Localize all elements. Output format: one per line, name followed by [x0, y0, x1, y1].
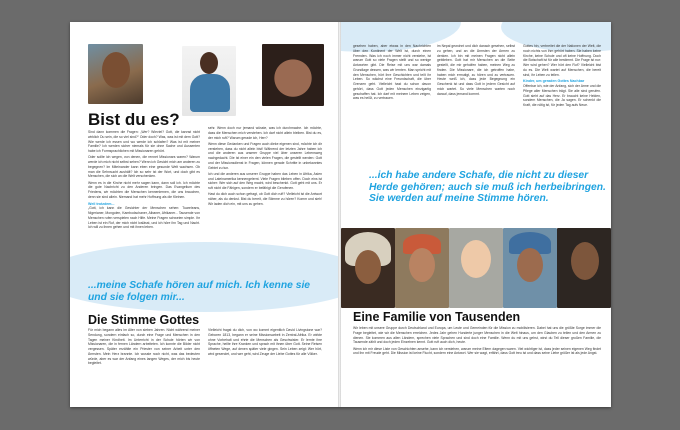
- pull-quote-right: ...ich habe andere Schafe, die nicht zu dieser Herde gehören; auch sie muß ich herbeibringen. Sie werden auf meine Stimme hören.: [369, 170, 606, 205]
- girl-face: [517, 248, 543, 282]
- child-face: [102, 52, 130, 88]
- portrait-old-woman: [341, 228, 395, 308]
- portrait-man: [557, 228, 611, 308]
- intro-paragraph-3: Wenn es in die Kirche nicht mehr sagen kann, dann soll ich. Ich möchte die gute Nachricht zu den Anderen bringen. Das Evangelium des Friedens, wir möchten die Menschen kennenlernen, die uns brauchen, denn sie sind allein. Niemand hat mehr Hoffnung als die Kleinen.: [88, 180, 200, 199]
- right-bottom-text: [353, 326, 601, 386]
- photo-smiling-child: [88, 44, 143, 104]
- portrait-strip: [341, 228, 611, 308]
- right-text-column-2: [437, 44, 515, 164]
- boy-face: [409, 248, 435, 282]
- bottom-col1-text: Für mich begann alles im Alter von sieben Jahren. Nicht während meiner Sendung, sondern einfach so, durch eine Frage und Menschen in den Tagen meiner Kindheit. Im Unterricht in der Schule hörten wir von Missionaren, die in fernen Ländern arbeiteten. Ich konnte die Bilder nicht vergessen. Später erzählte ein Priester von seiner Arbeit unter den Ärmsten. Mein Herz brannte. Ich wusste noch nicht, was das bedeuten würde, aber es war der Anfang eines langen Weges, der mich bis heute begleitet.: [88, 328, 200, 366]
- sitting-child-clothes: [190, 74, 230, 112]
- man-face: [571, 242, 599, 280]
- subheading-weil-trotzdem: Weil trotzdem...: [88, 201, 115, 206]
- subheading-kinder: Kinder, um geraden Gottes Nachbar: [523, 79, 585, 84]
- left-text-column-1: [88, 130, 200, 238]
- pale-child-face: [461, 240, 491, 278]
- right-text-column-1: [353, 44, 431, 164]
- col2-paragraph-4: Hast du dich auch schon gefragt, ob Gott dich ruft? Vielleicht ist die Antwort näher, als du denkst. Bist du bereit, die Stimme zu hören? Komm und sieh! Wir laden dich ein, mit uns zu gehen.: [208, 192, 322, 206]
- right-col3-text: Gottes hin, verbreitet die der Nationen der Welt, die noch nichts von ihm gehört haben. Sie haben keine Kirche, keine Schule und oft keine Hoffnung. Doch die Botschaft ist für alle bestimmt. Die Frage ist nur: Wer wird gehen? Wer hört den Ruf? Vielleicht bist du es. Die Welt wartet auf Menschen, die bereit sind, ihr Leben zu teilen.: [523, 44, 601, 77]
- page-title: Bist du es?: [88, 110, 180, 129]
- col2-paragraph-2: Wenn diese Gedanken und Fragen auch dieke eigenen sind, möchte ich dir verstehen, dass du nicht allein bist! Während der letzten Jahre haben ich und die anderen aus unserer Gruppe viel über unseren Lebensweg nachgedacht. Die ist einer ein den vielen Fragen, die gestellt werden: Gott und der Missionsdienst in Fragen, können gerade Schritte in unbekanntes Gebiet zu tun.: [208, 141, 322, 170]
- left-bottom-column-1: [88, 328, 200, 384]
- right-col2-text: im Nepal gewohnt und dich danach gesehen, selbst zu gehen, und an die Ärmsten der Armen zu denken. Ich bin mit meinen Fragen nicht allein geblieben. Gott hat mir Menschen an die Seite gestellt, die mir geholfen haben, meinen Weg zu finden. Die Missionare, die ich getroffen habe, haben mich ermutigt, zu hören und zu vertrauen. Heute weiß ich, dass jede Begegnung ein Geschenk ist und dass Gott in jedem Gesicht auf mich wartet. So viele Menschen warten noch darauf, dass jemand kommt.: [437, 44, 515, 96]
- portrait-boy-cap: [395, 228, 449, 308]
- sitting-child-head: [200, 52, 218, 74]
- right-bottom-paragraph-2: Wenn ich mir diese Liste von Geschichten ansehe, kann ich verstehen, warum meine Eltern dagegen waren. Viel wichtiger ist, dass jeder seinen eigenen Weg findet und ihn mit Freude geht. Die Mission ist keine Flucht, sondern eine Antwort. Wer sie wagt, erfährt, dass Gott treu ist und dass seine Liebe größer ist als jede Angst.: [353, 346, 601, 356]
- left-page: [70, 22, 338, 407]
- intro-paragraph-2: Oder sollte ich wegen, von denen, die rennet Missionars waren? Warum werde ich mich nicht selbst sehen? Wenn ich Gesicht mich am anderen zu begegnen? Im Miteinander kann eben eine gesunde Welt wachsen. Ob man die Sehnsucht aushält? Ich so sehr ist der Wort, und doch gibt es Menschen, die sich an die Welt verschenken.: [88, 155, 200, 179]
- section-title-stimme-gottes: Die Stimme Gottes: [88, 313, 200, 327]
- pull-quote-left: ...meine Schafe hören auf mich. Ich kenne sie und sie folgen mir...: [88, 280, 311, 303]
- old-woman-face: [355, 250, 381, 284]
- right-page: [341, 22, 611, 407]
- portrait-girl-blue-cap: [503, 228, 557, 308]
- left-text-column-2: [208, 126, 322, 236]
- right-text-column-3: [523, 44, 601, 162]
- bottom-col2-text: Vielleicht fragst du dich, von wo kommt eigentlich David Livingstone war? Geboren 1813, begann er seine Missionsarbeit in Zentral-Afrika. Er wirkte ohne Vorbehalt und ehrte die Menschen als Geschwister. Er lernte ihre Sprache, heilte ihre Kranken und sprach mit ihnen über Gott. Seine Reisen öffneten Wege, auf denen später viele gingen. Sein Leben zeigt: Wer hört, wird gesendet, und wer geht, wird Zeuge der Liebe Gottes für alle Völker.: [208, 328, 322, 356]
- magazine-spread: [70, 22, 611, 407]
- section-title-familie: Eine Familie von Tausenden: [353, 310, 521, 324]
- intro-paragraph-1: Sind dann kommen die Fragen: „Wer? Wieviel? Gott, die kannst nicht wirklich Du sein, die so viel sind?“ Oder doch? Was, was ist mit dem Gott? Wie werde ich essen und wo werde ich schlafen? Was ist mit meiner Familie? Ich werden sicher niemals für sie ohne Sache und Aussenten habe ich Formsprachlichen mit Missionaren gehört.: [88, 130, 200, 153]
- col2-paragraph-3: Ich und die anderen aus unserer Gruppe haben das Leben in Afrika, Asien und Lateinamerika kennengelernt. Viele Fragen blieben offen. Doch eins ist sicher: Wer sich auf den Weg macht, wird beschenkt. Gott geht mit uns. Er ruft nicht die Fähigen, sondern er befähigt die Gerufenen.: [208, 171, 322, 190]
- portrait-pale-child: [449, 228, 503, 308]
- photo-sitting-child: [182, 46, 236, 116]
- left-bottom-column-2: [208, 328, 322, 384]
- col1b-paragraph: „Gott, ich kann die Gesichter der Menschen sehen: Tuareleans, Nigerianer, Mongolen, Kambodschaner, Albaner, Afrikaner... Tausende von Menschen rufen verspielen nach Hilfe. Meine Fragen schweien simple. Ihr Leben ist ein Ruf, der mich nicht loslässt, und ich höre ihn Tag und Nacht. Ich will zu ihnen gehen und mit ihnen leben.: [88, 206, 200, 230]
- right-col1-text: gesehen haben, aber etwas in den Nachrichten über den Kontinent der Welt ist, durch einen Fremden. Was ich noch immer nicht verstehe, ist warum Gott so viele Fragen stellt und so wenige Antworten gibt. Die Reise mit uns war damals Grundlage dessen, was wir lernten. Man spricht mit den Menschen, hört ihre Geschichten und teilt ihr Leben. So wächst eine Freundschaft, die über Grenzen geht. Vielleicht hast du schon davon gehört, dass Gott jeden Menschen einzigartig geschaffen hat. Ich darf mit meinem Leben zeigen, was es heißt, zu vertrauen.: [353, 44, 431, 101]
- right-col3b-text: Offenbar ich, wie der Anfang, sich der Arme und die Pflege aller Menschen trägt. Sie alle sind gerufen. Gott sieht auf das Herz. Er braucht keine Helden, sondern Menschen, die Ja sagen. Er schenkt die Kraft, die nötig ist, für jeden Tag aufs Neue.: [523, 84, 601, 107]
- right-bottom-paragraph-1: Wir leben mit unsere Gruppe durch Deutschland und Europa, um Leute und Gemeinden für die Mission zu mobilisieren. Dabei hat uns die größte Sorge immer die Frage begleitet, wie wir die Menschen erreichen. Jedes Jahr gehen Hunderte junger Menschen in die Welt hinaus, um den Glauben zu teilen und den Armen zu dienen. Sie kommen aus allen Ländern, sprechen viele Sprachen und sind doch eine Familie. Wenn du mit uns gehst, wirst du Teil dieser großen Familie, die Tausende zählt und doch jeden Einzelnen kennt. Gott ruft auch dich, heute.: [353, 326, 601, 345]
- col2-paragraph-1: sehr. Wenn doch nur jemand wüsste, was ich durchmache. Ich möchte, dass die Menschen mich verstehen. Ich darf nicht allein bleiben. Bist du es, der mich ruft? Warum gerade ich, Herr?: [208, 126, 322, 140]
- photo-laughing-girl: [262, 44, 324, 106]
